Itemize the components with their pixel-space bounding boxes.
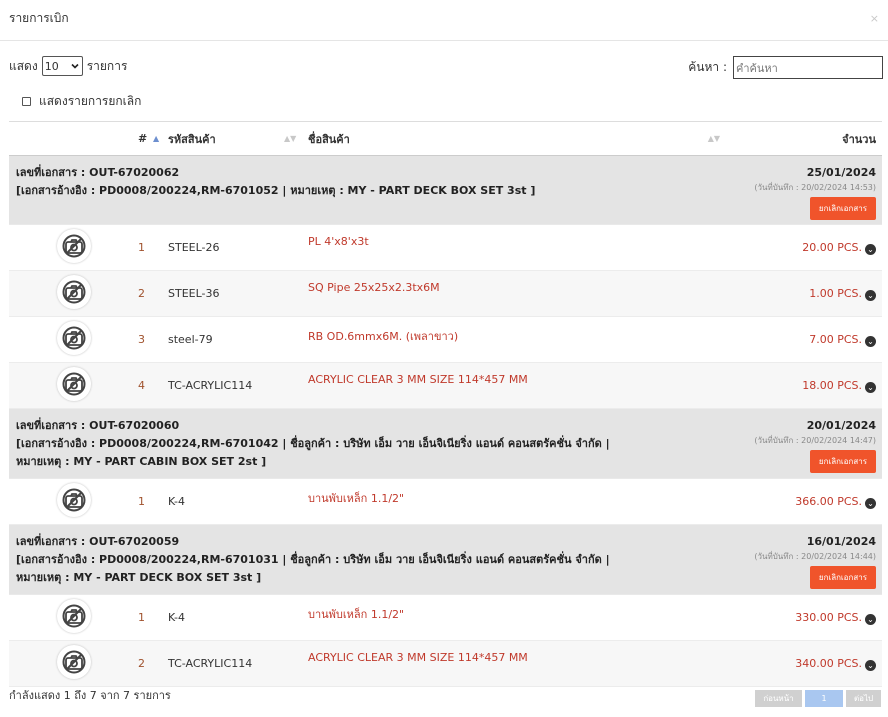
item-qty: 20.00 PCS. [802, 240, 862, 254]
show-cancelled-checkbox[interactable] [22, 97, 31, 106]
image-header [9, 122, 138, 156]
item-qty: 330.00 PCS. [795, 610, 862, 624]
item-name: RB OD.6mmx6M. (เพลาขาว) [308, 317, 722, 363]
search-input[interactable]: คำค้นหา [733, 56, 883, 79]
cancel-document-button[interactable]: ยกเลิกเอกสาร [810, 450, 876, 473]
show-label: แสดง [9, 58, 38, 73]
item-name: บานพับเหล็ก 1.1/2" [308, 595, 722, 641]
close-button[interactable]: × [869, 12, 879, 25]
prev-page-button[interactable]: ก่อนหน้า [755, 690, 802, 707]
search-label: ค้นหา : [688, 60, 727, 74]
item-name: PL 4'x8'x3t [308, 225, 722, 271]
show-cancelled-toggle[interactable] [22, 92, 141, 111]
document-date: 20/01/2024 [806, 419, 876, 432]
code-header[interactable] [168, 122, 308, 156]
search-control [688, 56, 883, 79]
table-row [9, 317, 882, 363]
table-row [9, 479, 882, 525]
item-qty: 340.00 PCS. [795, 656, 862, 670]
document-date-block [754, 533, 876, 589]
sort-icon: ▲▼ [284, 134, 297, 143]
circle-chevron-down-icon[interactable]: ⌄ [865, 498, 876, 509]
index-header[interactable] [138, 122, 168, 156]
name-header[interactable] [308, 122, 722, 156]
item-qty: 7.00 PCS. [809, 332, 862, 346]
page-1-button[interactable]: 1 [805, 690, 843, 707]
table-header-row [9, 122, 882, 156]
document-group-row [9, 409, 882, 479]
page-length-control [9, 56, 127, 76]
image-cell [9, 479, 138, 525]
name-header-label: ชื่อสินค้า [308, 132, 350, 146]
item-code: STEEL-36 [168, 271, 308, 317]
next-page-button[interactable]: ต่อไป [846, 690, 881, 707]
item-index: 1 [138, 595, 168, 641]
image-cell [9, 271, 138, 317]
item-qty-cell[interactable] [722, 271, 882, 317]
item-name: ACRYLIC CLEAR 3 MM SIZE 114*457 MM [308, 363, 722, 409]
document-number: เลขที่เอกสาร : OUT-67020060 [16, 419, 180, 432]
item-qty-cell[interactable] [722, 225, 882, 271]
sort-asc-icon: ▲ [153, 134, 160, 143]
item-code: K-4 [168, 595, 308, 641]
no-image-camera-icon [57, 645, 91, 679]
qty-header-label: จำนวน [842, 132, 876, 146]
item-index: 4 [138, 363, 168, 409]
document-remark: หมายเหตุ : MY - PART CABIN BOX SET 2st ] [16, 455, 267, 468]
document-reference: [เอกสารอ้างอิง : PD0008/200224,RM-6701031 | ชื่อลูกค้า : บริษัท เอ็ม วาย เอ็นจิเนียริ่ง แอนด์ คอนสตรัคชั่น จำกัด | [16, 553, 610, 566]
table-row [9, 641, 882, 687]
table-row [9, 271, 882, 317]
withdrawal-table [9, 121, 882, 687]
item-qty-cell[interactable] [722, 479, 882, 525]
image-cell [9, 641, 138, 687]
item-name: บานพับเหล็ก 1.1/2" [308, 479, 722, 525]
no-image-camera-icon [57, 321, 91, 355]
document-remark: หมายเหตุ : MY - PART DECK BOX SET 3st ] [16, 571, 262, 584]
page-size-value: 10 [44, 59, 59, 73]
document-date-block [754, 164, 876, 220]
modal-header [0, 0, 888, 41]
item-index: 3 [138, 317, 168, 363]
item-qty: 1.00 PCS. [809, 286, 862, 300]
item-name: ACRYLIC CLEAR 3 MM SIZE 114*457 MM [308, 641, 722, 687]
show-cancelled-label: แสดงรายการยกเลิก [39, 94, 142, 108]
item-code: K-4 [168, 479, 308, 525]
item-index: 2 [138, 641, 168, 687]
saved-timestamp: (วันที่บันทึก : 20/02/2024 14:47) [754, 436, 876, 445]
item-index: 1 [138, 479, 168, 525]
cancel-document-button[interactable]: ยกเลิกเอกสาร [810, 566, 876, 589]
no-image-camera-icon [57, 229, 91, 263]
saved-timestamp: (วันที่บันทึก : 20/02/2024 14:53) [754, 183, 876, 192]
item-qty: 18.00 PCS. [802, 378, 862, 392]
circle-chevron-down-icon[interactable]: ⌄ [865, 290, 876, 301]
item-code: TC-ACRYLIC114 [168, 363, 308, 409]
no-image-camera-icon [57, 599, 91, 633]
item-qty-cell[interactable] [722, 641, 882, 687]
circle-chevron-down-icon[interactable]: ⌄ [865, 336, 876, 347]
document-number: เลขที่เอกสาร : OUT-67020062 [16, 166, 180, 179]
document-reference: [เอกสารอ้างอิง : PD0008/200224,RM-6701052 | หมายเหตุ : MY - PART DECK BOX SET 3st ] [16, 184, 536, 197]
pagination [755, 690, 881, 707]
document-date-block [754, 417, 876, 473]
item-index: 2 [138, 271, 168, 317]
image-cell [9, 595, 138, 641]
no-image-camera-icon [57, 275, 91, 309]
item-qty-cell[interactable] [722, 363, 882, 409]
qty-header[interactable] [722, 122, 882, 156]
item-qty-cell[interactable] [722, 595, 882, 641]
cancel-document-button[interactable]: ยกเลิกเอกสาร [810, 197, 876, 220]
document-group-row [9, 525, 882, 595]
item-code: steel-79 [168, 317, 308, 363]
document-reference: [เอกสารอ้างอิง : PD0008/200224,RM-6701042 | ชื่อลูกค้า : บริษัท เอ็ม วาย เอ็นจิเนียริ่ง แอนด์ คอนสตรัคชั่น จำกัด | [16, 437, 610, 450]
no-image-camera-icon [57, 483, 91, 517]
circle-chevron-down-icon[interactable]: ⌄ [865, 660, 876, 671]
document-date: 25/01/2024 [806, 166, 876, 179]
table-info: กำลังแสดง 1 ถึง 7 จาก 7 รายการ [9, 689, 171, 702]
document-group-row [9, 156, 882, 225]
modal-title: รายการเบิก [9, 11, 69, 25]
item-code: STEEL-26 [168, 225, 308, 271]
image-cell [9, 363, 138, 409]
no-image-camera-icon [57, 367, 91, 401]
table-row [9, 225, 882, 271]
code-header-label: รหัสสินค้า [168, 132, 216, 146]
item-name: SQ Pipe 25x25x2.3tx6M [308, 271, 722, 317]
saved-timestamp: (วันที่บันทึก : 20/02/2024 14:44) [754, 552, 876, 561]
circle-chevron-down-icon[interactable]: ⌄ [865, 614, 876, 625]
item-qty: 366.00 PCS. [795, 494, 862, 508]
sort-icon: ▲▼ [707, 134, 720, 143]
table-row [9, 595, 882, 641]
item-code: TC-ACRYLIC114 [168, 641, 308, 687]
circle-chevron-down-icon[interactable]: ⌄ [865, 382, 876, 393]
items-label: รายการ [86, 58, 128, 73]
circle-chevron-down-icon[interactable]: ⌄ [865, 244, 876, 255]
item-index: 1 [138, 225, 168, 271]
chevron-down-icon [71, 62, 79, 70]
image-cell [9, 225, 138, 271]
item-qty-cell[interactable] [722, 317, 882, 363]
table-row [9, 363, 882, 409]
document-date: 16/01/2024 [806, 535, 876, 548]
image-cell [9, 317, 138, 363]
page-size-select[interactable] [42, 56, 83, 76]
index-header-label: # [138, 132, 148, 145]
document-number: เลขที่เอกสาร : OUT-67020059 [16, 535, 180, 548]
